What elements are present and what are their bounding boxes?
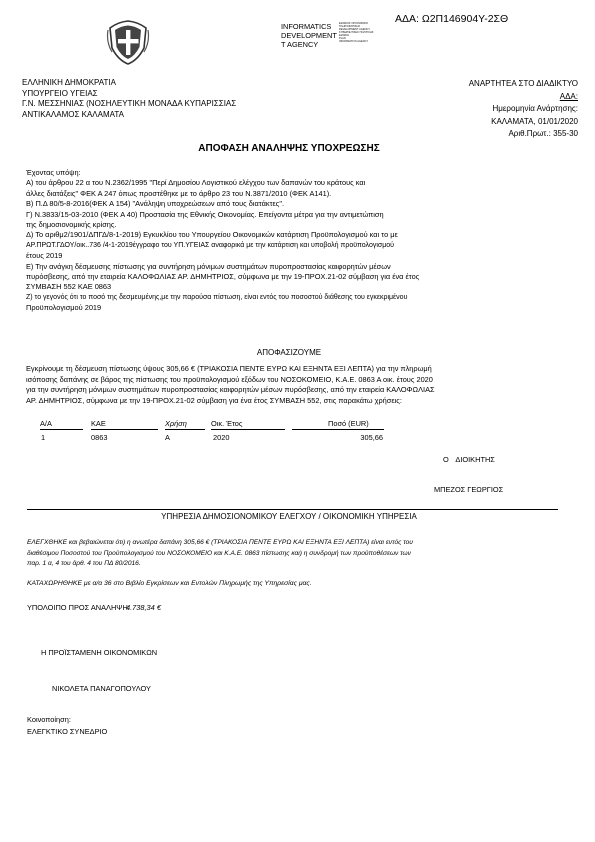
table-header-use: Χρήση bbox=[165, 419, 187, 428]
head-role: Η ΠΡΟΪΣΤΑΜΕΝΗ ΟΙΚΟΝΟΜΙΚΩΝ bbox=[41, 648, 158, 657]
signature-role: Ο ΔΙΟΙΚΗΤΗΣ bbox=[443, 455, 495, 464]
signature-name: ΜΠΕΖΟΣ ΓΕΩΡΓΙΟΣ bbox=[434, 485, 504, 494]
consideration-line: Έχοντας υπόψη: bbox=[26, 168, 81, 177]
consideration-line: Ζ) το γεγονός ότι το ποσό της δεσμευμένης,με την παρούσα πίστωση, είναι εντός του ποσοστού διάθεσης του εγκεκριμένου bbox=[26, 293, 408, 301]
logo-small-text bbox=[339, 22, 373, 43]
service-title: ΥΠΗΡΕΣΙΑ ΔΗΜΟΣΙΟΝΟΜΙΚΟΥ ΕΛΕΓΧΟΥ / ΟΙΚΟΝΟΜΙΚΗ ΥΠΗΡΕΣΙΑ bbox=[161, 512, 417, 521]
table-rule bbox=[165, 429, 205, 430]
decision-line: για την συντήρηση μόνιμων συστημάτων πυροπροστασίας καιφορητών μέσων πυρόσβεσης, από την εταιρεία ΚΑΛΟΦΩΛΙΑΣ bbox=[26, 385, 435, 395]
publication-line: ΑΔΑ: bbox=[559, 91, 578, 101]
service-rule bbox=[27, 509, 558, 510]
publication-line: ΚΑΛΑΜΑΤΑ, 01/01/2020 bbox=[491, 116, 578, 126]
consideration-line: άλλες διατάξεις" ΦΕΚ Α 247 όπως προστέθηκε με το άρθρο 23 του Ν.3871/2010 (ΦΕΚ Α141). bbox=[26, 188, 332, 198]
logo-small-line: DEVELOPMENT AGENCY bbox=[339, 28, 371, 31]
decision-line: ΑΡ. ΔΗΜΗΤΡΙΟΣ, σύμφωνα με την 19-ΠΡΟΧ.21-02 σύμβαση για ένα έτος ΣΥΜΒΑΣΗ 552, στις παρακάτω χρήσεις: bbox=[26, 395, 402, 405]
registered-note: ΚΑΤΑΧΩΡΗΘΗΚΕ με α/α 36 στο Βιβλίο Εγκρίσεων και Εντολών Πληρωμής της Υπηρεσίας μας. bbox=[27, 580, 312, 587]
decision-line: Εγκρίνουμε τη δέσμευση πίστωσης ύψους 305,66 € (ΤΡΙΑΚΟΣΙΑ ΠΕΝΤΕ ΕΥΡΩ ΚΑΙ ΕΞΗΝΤΑ ΕΞΙ ΛΕΠΤΑ) για την πληρωμή bbox=[26, 364, 432, 373]
checked-line: διαθέσιμου Ποσοστού του Προϋπολογισμού του ΝΟΣΟΚΟΜΕΙΟ και Κ.Α.Ε. 0863 πίστωσης και) η συνδρομή των προϋποθέσεων των bbox=[27, 549, 411, 557]
table-header-aa: Α/Α bbox=[40, 419, 52, 428]
decision-line: ισόποσης δαπάνης σε βάρος της πίστωσης του προϋπολογισμού εξόδων του ΝΟΣΟΚΟΜΕΙΟ, Κ.Α.Ε. 0863 Α οικ. έτους 2020 bbox=[26, 374, 433, 384]
table-header-amount: Ποσό (EUR) bbox=[328, 419, 369, 428]
consideration-line: Δ) Το αριθμ2/1901/ΔΠΓΔ/8-1-2019) Εγκυκλίου του Υπουργείου Οικονομικών κατάρτιση Προϋπολογισμού και το με bbox=[26, 230, 398, 240]
consideration-line: έτους 2019 bbox=[26, 251, 63, 261]
consideration-line: Β) Π.Δ 80/5-8-2016(ΦΕΚ Α 154) "Ανάληψη υποχρεώσεων από τους διατάκτες". bbox=[26, 199, 285, 209]
logo-small-line: INFORMATICS AGENCY bbox=[339, 40, 369, 43]
logo-line: T AGENCY bbox=[281, 40, 319, 49]
table-cell: 305,66 bbox=[360, 433, 383, 442]
table-rule bbox=[211, 429, 285, 430]
issuer-line: Γ.Ν. ΜΕΣΣΗΝΙΑΣ (ΝΟΣΗΛΕΥΤΙΚΗ ΜΟΝΑΔΑ ΚΥΠΑΡΙΣΣΙΑΣ bbox=[22, 99, 237, 108]
table-rule bbox=[40, 429, 83, 430]
logo-line: DEVELOPMENT bbox=[281, 31, 337, 40]
checked-block bbox=[27, 538, 413, 570]
issuer-line: ΕΛΛΗΝΙΚΗ ΔΗΜΟΚΡΑΤΙΑ bbox=[22, 78, 116, 87]
consideration-line: ΑΡ.ΠΡΩΤ.ΓΔΟΥ/οικ..736 /4-1-2019έγγραφο του ΥΠ.ΥΓΕΙΑΣ αναφορικά με την κατάρτιση και υποβολή προϋπολογισμού bbox=[26, 241, 394, 249]
consideration-line: πυρόσβεσης, από την εταιρεία ΚΑΛΟΦΩΛΙΑΣ ΑΡ. ΔΗΜΗΤΡΙΟΣ, σύμφωνα με την 19-ΠΡΟΧ.21-02 σύμβαση για ένα έτος bbox=[26, 272, 420, 282]
checked-line: παρ. 1 α, 4 του άρθ. 4 του ΠΔ 80/2016. bbox=[27, 560, 141, 567]
document-title: ΑΠΟΦΑΣΗ ΑΝΑΛΗΨΗΣ ΥΠΟΧΡΕΩΣΗΣ bbox=[198, 143, 380, 154]
consideration-line: Γ) Ν.3833/15-03-2010 (ΦΕΚ Α 40) Προστασία της Εθνικής Οικονομίας. Επείγοντα μέτρα για την αντιμετώπιση bbox=[26, 209, 384, 219]
table-header-kae: ΚΑΕ bbox=[91, 419, 106, 428]
table-cell: Α bbox=[165, 433, 170, 442]
logo-line: INFORMATICS bbox=[281, 22, 332, 31]
publication-block bbox=[469, 78, 578, 141]
considerations-block bbox=[26, 168, 419, 314]
publication-line: ΑΝΑΡΤΗΤΕΑ ΣΤΟ ΔΙΑΔΙΚΤΥΟ bbox=[468, 79, 578, 88]
logo-small-line: ΕΘΝΙΚΗ bbox=[339, 34, 349, 37]
coat-of-arms-icon bbox=[104, 18, 152, 66]
logo-small-line: ΕΘΝΙΚΟΣ ΟΡΓΑΝΙΣΜΟΣ bbox=[339, 22, 368, 25]
table-header-year: Οικ. Έτος bbox=[211, 419, 243, 428]
issuer-line: ΑΝΤΙΚΑΛΑΜΟΣ ΚΑΛΑΜΑΤΑ bbox=[22, 109, 125, 119]
head-name: ΝΙΚΟΛΕΤΑ ΠΑΝΑΓΟΠΟΥΛΟΥ bbox=[52, 684, 151, 693]
ada-number: ΑΔΑ: Ω2Π146904Υ-2ΣΘ bbox=[395, 13, 509, 25]
consideration-line: Προϋπολογισμού 2019 bbox=[26, 303, 102, 313]
table-cell: 0863 bbox=[91, 433, 108, 442]
table-rule bbox=[91, 429, 158, 430]
consideration-line: Ε) Την ανάγκη δέσμευσης πίστωσης για συντήρηση μόνιμων συστημάτων πυροπροστασίας καιφορητών μέσων bbox=[26, 261, 391, 271]
decision-block bbox=[26, 364, 435, 406]
publication-line: Ημερομηνία Ανάρτησης: bbox=[492, 104, 578, 113]
table-cell: 1 bbox=[41, 433, 46, 442]
consideration-line: ΣΥΜΒΑΣΗ 552 ΚΑΕ 0863 bbox=[26, 282, 112, 292]
logo-small-line: ΚΥΒΕΡΝΗΤΙΚΗΣ ΠΟΛΙΤΙΚΗΣ bbox=[339, 31, 374, 34]
remaining-value: 4.738,34 € bbox=[126, 603, 161, 612]
logo-small-line: PLAN bbox=[339, 37, 346, 40]
consideration-line: της δημοσιονομικής κρίσης. bbox=[26, 220, 117, 230]
decide-title: ΑΠΟΦΑΣΙΖΟΥΜΕ bbox=[256, 348, 322, 357]
publication-line: Αριθ.Πρωτ.: 355-30 bbox=[508, 129, 578, 138]
consideration-line: Α) του άρθρου 22 α του Ν.2362/1995 "Περί Δημοσίου Λογιστικού ελέγχου των δαπανών του κράτους και bbox=[26, 178, 366, 188]
issuer-block bbox=[22, 78, 236, 120]
logo-text bbox=[281, 22, 337, 49]
issuer-line: ΥΠΟΥΡΓΕΙΟ ΥΓΕΙΑΣ bbox=[22, 88, 98, 98]
logo-small-line: ΠΛΗΡΟΦΟΡΙΚΗΣ bbox=[339, 25, 360, 28]
table-rule bbox=[292, 429, 384, 430]
notify-value: ΕΛΕΓΚΤΙΚΟ ΣΥΝΕΔΡΙΟ bbox=[27, 727, 108, 736]
table-cell: 2020 bbox=[213, 433, 230, 442]
remaining-label: ΥΠΟΛΟΙΠΟ ΠΡΟΣ ΑΝΑΛΗΨΗ: bbox=[27, 603, 130, 612]
checked-line: ΕΛΕΓΧΘΗΚΕ και βεβαιώνεται ότι) η ανωτέρα δαπάνη 305,66 € (ΤΡΙΑΚΟΣΙΑ ΠΕΝΤΕ ΕΥΡΩ ΚΑΙ ΕΞΗΝΤΑ ΕΞΙ ΛΕΠΤΑ) είναι εντός του bbox=[27, 539, 413, 546]
notify-label: Κοινοποίηση: bbox=[27, 715, 71, 724]
